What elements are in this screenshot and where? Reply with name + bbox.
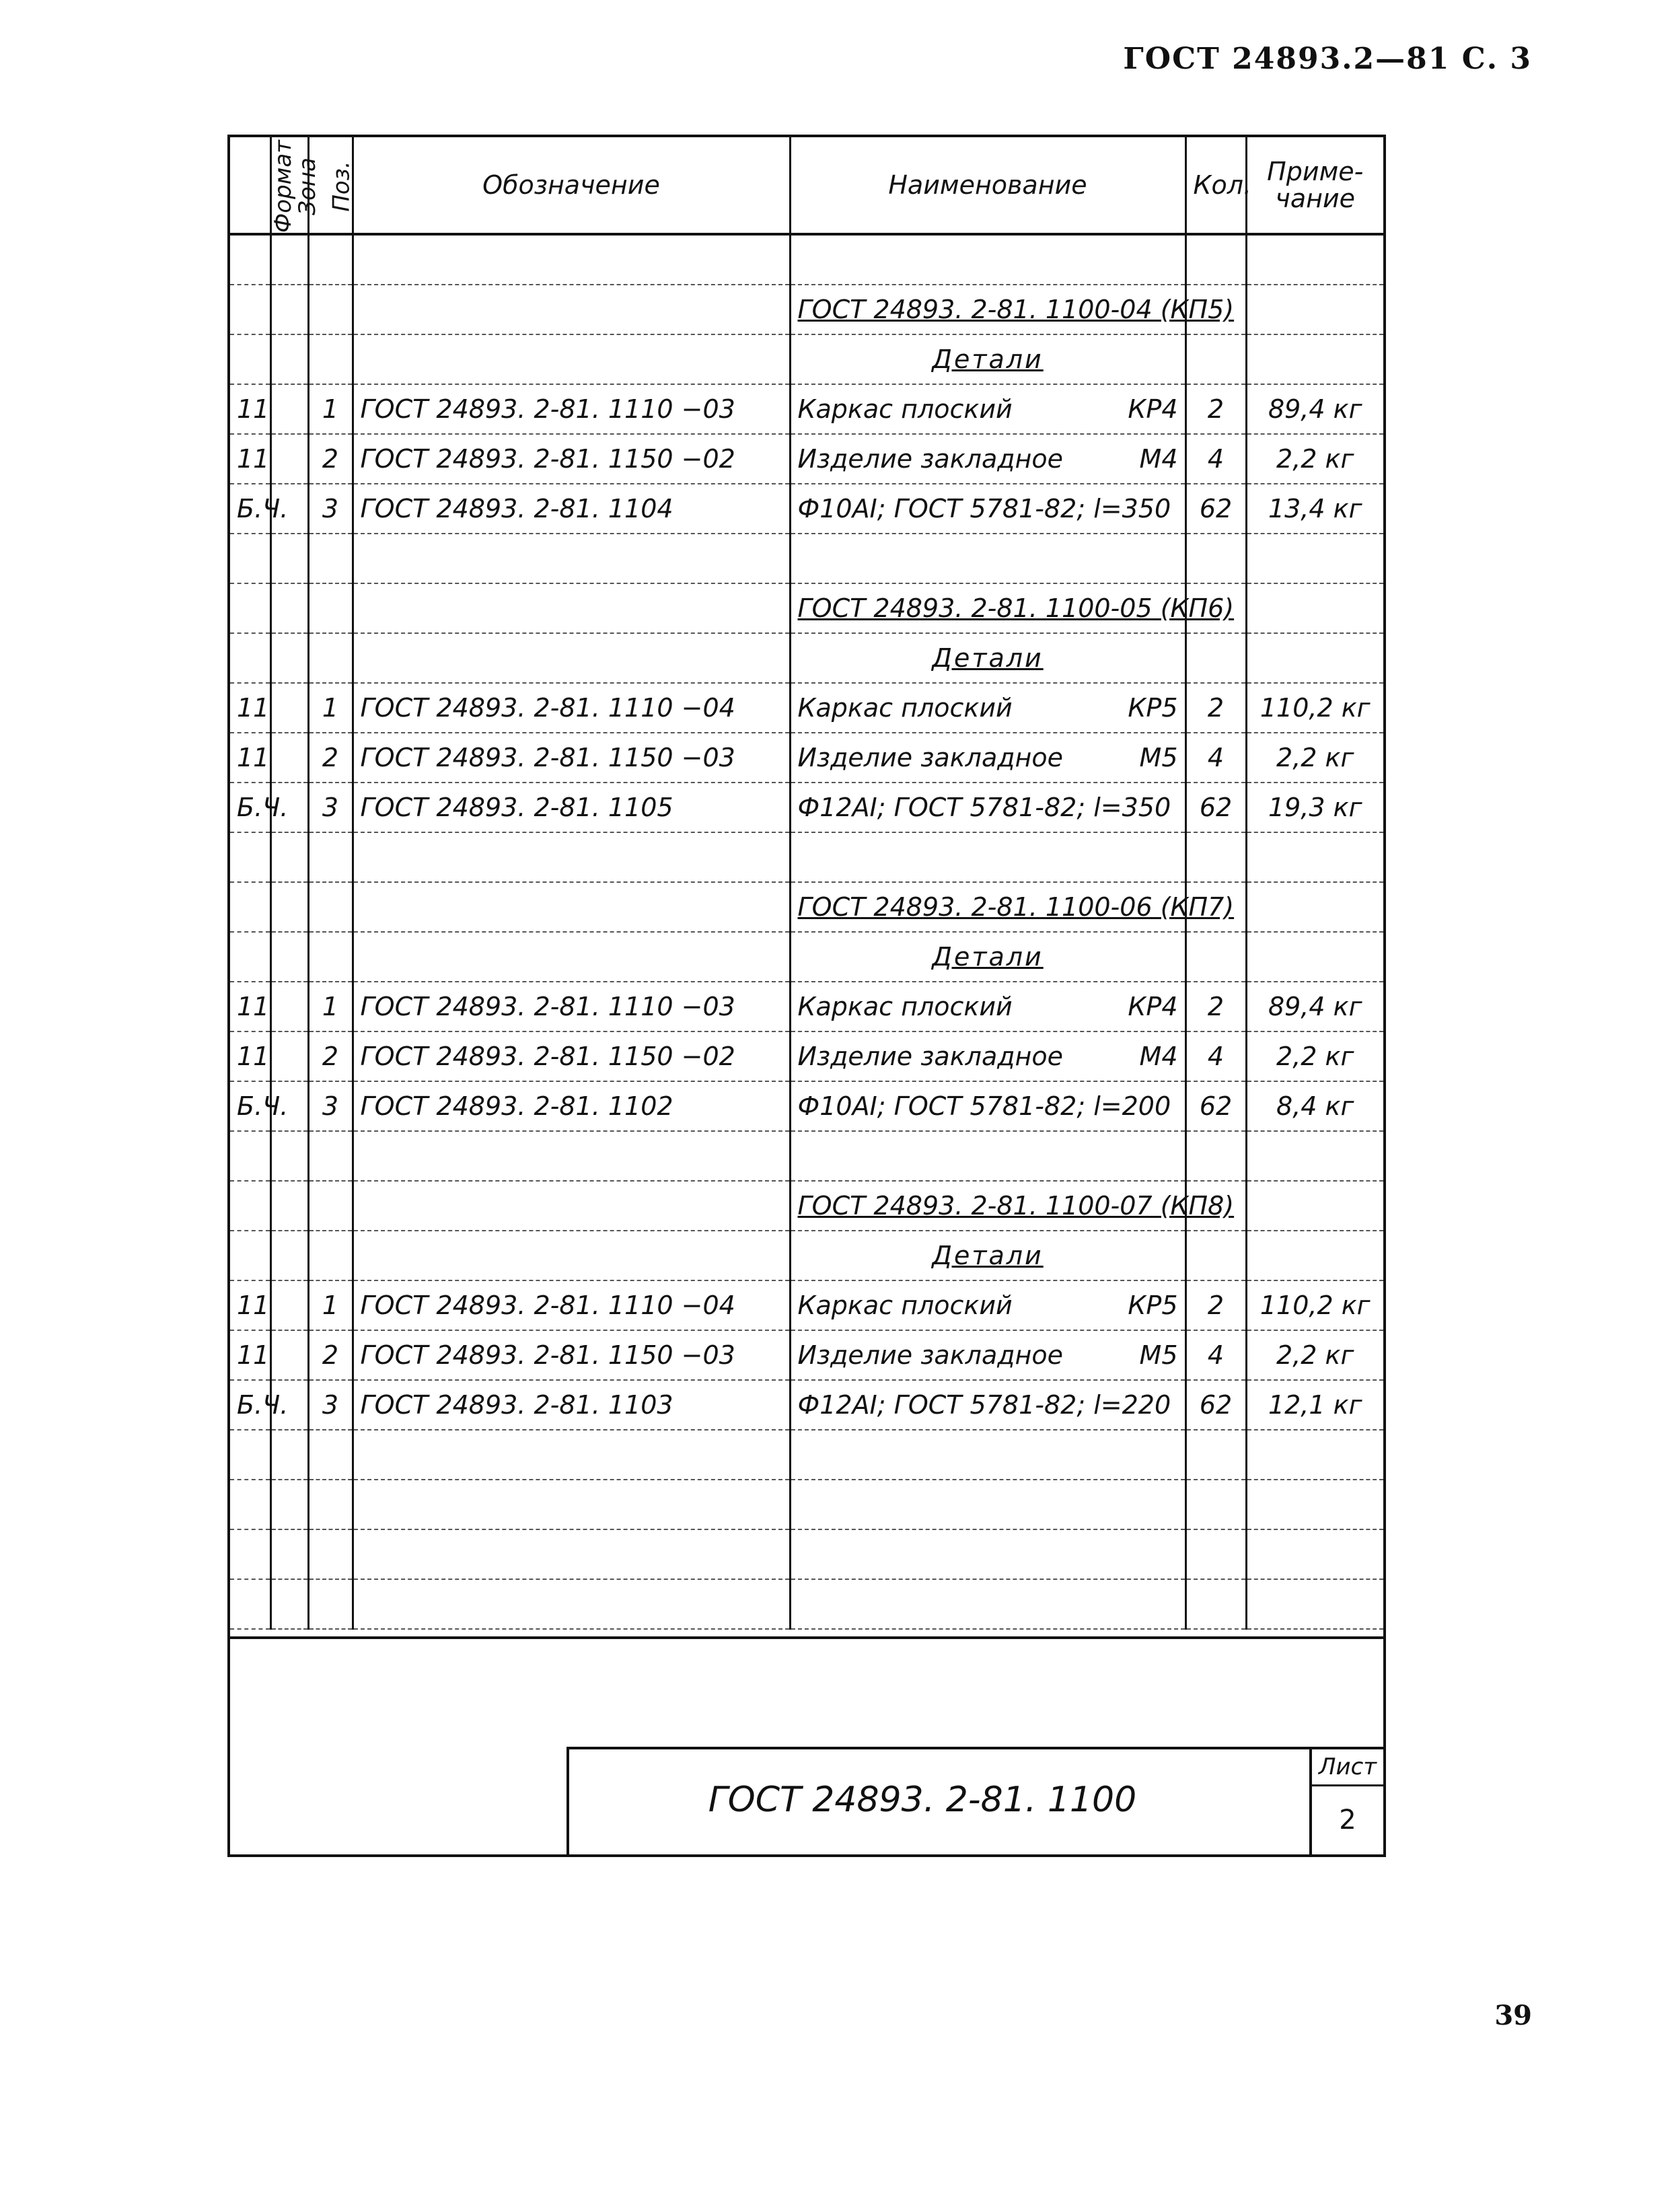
empty-cell xyxy=(1246,285,1383,334)
table-row xyxy=(230,982,1383,1031)
empty-cell xyxy=(270,285,308,334)
item-name: Ф10АI; ГОСТ 5781-82; l=350 xyxy=(797,494,1171,523)
item-name: Каркас плоский xyxy=(797,1291,1013,1320)
empty-cell xyxy=(308,633,353,683)
assembly-title-row xyxy=(230,583,1383,633)
empty-cell xyxy=(1185,633,1246,683)
name-wrap xyxy=(798,693,1178,723)
qty-cell: 2 xyxy=(1185,384,1246,434)
empty-cell xyxy=(790,1131,1185,1181)
qty-cell: 4 xyxy=(1185,733,1246,783)
empty-cell xyxy=(1185,1579,1246,1629)
sheet-number: 2 xyxy=(1339,1805,1356,1836)
empty-cell xyxy=(308,832,353,882)
zone-cell xyxy=(270,733,308,783)
designation-cell: ГОСТ 24893. 2-81. 1110 −03 xyxy=(353,982,790,1031)
empty-cell xyxy=(353,285,790,334)
qty-cell: 2 xyxy=(1185,683,1246,733)
document-code: ГОСТ 24893. 2-81. 1100 xyxy=(708,1780,1137,1820)
empty-cell xyxy=(1185,1231,1246,1280)
pos-cell: 2 xyxy=(308,1031,353,1081)
section-title: Детали xyxy=(932,643,1044,673)
column-header-note: Приме-чание xyxy=(1246,137,1383,234)
pos-cell: 3 xyxy=(308,484,353,534)
table-row xyxy=(230,1380,1383,1430)
assembly-title-row xyxy=(230,882,1383,932)
empty-cell xyxy=(1246,882,1383,932)
page-header: ГОСТ 24893.2—81 С. 3 xyxy=(1123,42,1532,76)
assembly-title: ГОСТ 24893. 2-81. 1100-05 (КП6) xyxy=(797,593,1235,623)
name-wrap xyxy=(798,394,1178,424)
empty-cell xyxy=(1246,1529,1383,1579)
empty-cell xyxy=(1246,932,1383,982)
empty-cell xyxy=(270,1579,308,1629)
item-mark: КР4 xyxy=(1128,394,1178,424)
empty-cell xyxy=(230,1579,270,1629)
format-cell: 11 xyxy=(230,982,270,1031)
specification-table xyxy=(230,137,1383,1630)
empty-row xyxy=(230,1480,1383,1529)
empty-cell xyxy=(230,285,270,334)
empty-cell xyxy=(308,1181,353,1231)
designation-cell: ГОСТ 24893. 2-81. 1102 xyxy=(353,1081,790,1131)
empty-cell xyxy=(1185,1529,1246,1579)
empty-cell xyxy=(270,882,308,932)
note-cell: 12,1 кг xyxy=(1246,1380,1383,1430)
table-row xyxy=(230,384,1383,434)
column-header-designation: Обозначение xyxy=(353,137,790,234)
empty-cell xyxy=(353,234,790,285)
assembly-title-row xyxy=(230,285,1383,334)
empty-cell xyxy=(1185,1480,1246,1529)
empty-cell xyxy=(1246,1181,1383,1231)
format-cell: 11 xyxy=(230,384,270,434)
empty-row xyxy=(230,234,1383,285)
title-block xyxy=(567,1747,1383,1857)
item-name: Каркас плоский xyxy=(797,992,1013,1021)
empty-cell xyxy=(1246,334,1383,384)
qty-cell: 4 xyxy=(1185,434,1246,484)
empty-cell xyxy=(1185,234,1246,285)
format-cell: 11 xyxy=(230,683,270,733)
designation-cell: ГОСТ 24893. 2-81. 1150 −02 xyxy=(353,434,790,484)
qty-cell: 4 xyxy=(1185,1031,1246,1081)
name-wrap xyxy=(798,1291,1178,1320)
note-cell: 8,4 кг xyxy=(1246,1081,1383,1131)
empty-cell xyxy=(230,583,270,633)
empty-cell xyxy=(790,234,1185,285)
name-cell xyxy=(790,982,1185,1031)
empty-cell xyxy=(790,1579,1185,1629)
zone-cell xyxy=(270,683,308,733)
format-cell: Б.Ч. xyxy=(230,1380,270,1430)
name-cell xyxy=(790,384,1185,434)
designation-cell: ГОСТ 24893. 2-81. 1110 −04 xyxy=(353,1280,790,1330)
empty-cell xyxy=(790,832,1185,882)
empty-cell xyxy=(1246,534,1383,583)
qty-cell: 62 xyxy=(1185,1081,1246,1131)
item-name: Ф12АI; ГОСТ 5781-82; l=220 xyxy=(797,1390,1171,1420)
empty-cell xyxy=(270,534,308,583)
empty-cell xyxy=(353,1131,790,1181)
name-wrap xyxy=(798,494,1178,523)
empty-cell xyxy=(1246,832,1383,882)
name-cell xyxy=(790,434,1185,484)
table-row xyxy=(230,783,1383,832)
assembly-title-cell xyxy=(790,285,1235,334)
empty-cell xyxy=(353,534,790,583)
item-mark: КР5 xyxy=(1128,1291,1178,1320)
name-cell xyxy=(790,484,1185,534)
name-cell xyxy=(790,1330,1185,1380)
pos-cell: 1 xyxy=(308,1280,353,1330)
qty-cell: 2 xyxy=(1185,982,1246,1031)
assembly-title-cell xyxy=(790,583,1235,633)
note-cell: 89,4 кг xyxy=(1246,982,1383,1031)
empty-cell xyxy=(230,334,270,384)
table-body xyxy=(230,234,1383,1629)
item-mark: М5 xyxy=(1139,743,1178,772)
empty-cell xyxy=(308,882,353,932)
note-cell: 13,4 кг xyxy=(1246,484,1383,534)
empty-cell xyxy=(270,1131,308,1181)
format-cell: 11 xyxy=(230,733,270,783)
empty-cell xyxy=(1246,583,1383,633)
empty-row xyxy=(230,1579,1383,1629)
note-cell: 2,2 кг xyxy=(1246,733,1383,783)
empty-cell xyxy=(230,1480,270,1529)
section-title-cell xyxy=(790,932,1185,982)
empty-cell xyxy=(270,334,308,384)
empty-cell xyxy=(1185,832,1246,882)
designation-cell: ГОСТ 24893. 2-81. 1150 −03 xyxy=(353,733,790,783)
table-row xyxy=(230,683,1383,733)
section-row xyxy=(230,633,1383,683)
empty-cell xyxy=(308,1131,353,1181)
empty-cell xyxy=(353,1181,790,1231)
name-wrap xyxy=(798,444,1178,474)
zone-cell xyxy=(270,384,308,434)
item-name: Изделие закладное xyxy=(797,1042,1063,1071)
name-wrap xyxy=(798,1340,1178,1370)
item-name: Ф10АI; ГОСТ 5781-82; l=200 xyxy=(797,1091,1171,1121)
pos-cell: 1 xyxy=(308,683,353,733)
empty-cell xyxy=(1246,1480,1383,1529)
empty-cell xyxy=(230,882,270,932)
item-name: Изделие закладное xyxy=(797,444,1063,474)
empty-cell xyxy=(270,1430,308,1480)
zone-cell xyxy=(270,1330,308,1380)
pos-cell: 1 xyxy=(308,982,353,1031)
empty-cell xyxy=(353,334,790,384)
item-name: Каркас плоский xyxy=(797,693,1013,723)
empty-cell xyxy=(308,583,353,633)
name-cell xyxy=(790,783,1185,832)
empty-cell xyxy=(308,932,353,982)
note-cell: 2,2 кг xyxy=(1246,1330,1383,1380)
empty-cell xyxy=(353,932,790,982)
name-wrap xyxy=(798,1042,1178,1071)
empty-cell xyxy=(270,1231,308,1280)
empty-cell xyxy=(1246,1131,1383,1181)
name-cell xyxy=(790,1380,1185,1430)
empty-cell xyxy=(353,1430,790,1480)
item-name: Изделие закладное xyxy=(797,743,1063,772)
empty-cell xyxy=(353,1231,790,1280)
note-cell: 89,4 кг xyxy=(1246,384,1383,434)
empty-row xyxy=(230,1529,1383,1579)
empty-cell xyxy=(1246,1231,1383,1280)
empty-cell xyxy=(790,534,1185,583)
pos-cell: 3 xyxy=(308,783,353,832)
section-title-cell xyxy=(790,1231,1185,1280)
empty-cell xyxy=(270,234,308,285)
empty-cell xyxy=(353,1529,790,1579)
name-wrap xyxy=(798,1390,1178,1420)
page-number: 39 xyxy=(1494,2000,1532,2031)
empty-row xyxy=(230,534,1383,583)
note-cell: 110,2 кг xyxy=(1246,1280,1383,1330)
empty-cell xyxy=(1246,234,1383,285)
section-row xyxy=(230,932,1383,982)
empty-cell xyxy=(270,1181,308,1231)
item-name: Ф12АI; ГОСТ 5781-82; l=350 xyxy=(797,793,1171,822)
format-cell: Б.Ч. xyxy=(230,484,270,534)
empty-cell xyxy=(308,334,353,384)
name-wrap xyxy=(798,743,1178,772)
column-header-name: Наименование xyxy=(790,137,1185,234)
empty-row xyxy=(230,1131,1383,1181)
empty-cell xyxy=(353,882,790,932)
section-title: Детали xyxy=(932,345,1044,374)
empty-cell xyxy=(790,1480,1185,1529)
designation-cell: ГОСТ 24893. 2-81. 1105 xyxy=(353,783,790,832)
empty-cell xyxy=(308,1529,353,1579)
empty-cell xyxy=(270,1480,308,1529)
pos-cell: 2 xyxy=(308,1330,353,1380)
empty-cell xyxy=(1246,1430,1383,1480)
empty-cell xyxy=(1185,1131,1246,1181)
table-row xyxy=(230,1031,1383,1081)
item-name: Каркас плоский xyxy=(797,394,1013,424)
assembly-title-row xyxy=(230,1181,1383,1231)
empty-cell xyxy=(1185,334,1246,384)
empty-cell xyxy=(790,1529,1185,1579)
section-row xyxy=(230,334,1383,384)
designation-cell: ГОСТ 24893. 2-81. 1150 −02 xyxy=(353,1031,790,1081)
empty-cell xyxy=(1185,932,1246,982)
assembly-title: ГОСТ 24893. 2-81. 1100-06 (КП7) xyxy=(797,892,1235,922)
column-header-pos: Поз. xyxy=(308,137,353,234)
table-row xyxy=(230,1280,1383,1330)
name-cell xyxy=(790,733,1185,783)
zone-cell xyxy=(270,434,308,484)
format-cell: 11 xyxy=(230,1280,270,1330)
assembly-title-cell xyxy=(790,882,1235,932)
empty-cell xyxy=(353,1579,790,1629)
pos-cell: 3 xyxy=(308,1380,353,1430)
section-title-cell xyxy=(790,633,1185,683)
zone-cell xyxy=(270,1280,308,1330)
empty-cell xyxy=(230,633,270,683)
empty-cell xyxy=(230,534,270,583)
assembly-title: ГОСТ 24893. 2-81. 1100-04 (КП5) xyxy=(797,295,1235,324)
note-cell: 2,2 кг xyxy=(1246,1031,1383,1081)
empty-cell xyxy=(353,583,790,633)
format-cell: Б.Ч. xyxy=(230,1081,270,1131)
designation-cell: ГОСТ 24893. 2-81. 1150 −03 xyxy=(353,1330,790,1380)
empty-cell xyxy=(230,1181,270,1231)
section-title: Детали xyxy=(932,942,1044,972)
empty-cell xyxy=(230,1231,270,1280)
empty-row xyxy=(230,832,1383,882)
qty-cell: 4 xyxy=(1185,1330,1246,1380)
name-cell xyxy=(790,1031,1185,1081)
pos-cell: 1 xyxy=(308,384,353,434)
item-mark: КР4 xyxy=(1128,992,1178,1021)
designation-cell: ГОСТ 24893. 2-81. 1103 xyxy=(353,1380,790,1430)
empty-cell xyxy=(790,1430,1185,1480)
sheet-label: Лист xyxy=(1312,1749,1383,1786)
section-row xyxy=(230,1231,1383,1280)
item-mark: М4 xyxy=(1139,1042,1178,1071)
empty-cell xyxy=(308,1430,353,1480)
format-cell: 11 xyxy=(230,1330,270,1380)
empty-cell xyxy=(270,633,308,683)
empty-cell xyxy=(230,234,270,285)
empty-cell xyxy=(230,832,270,882)
empty-cell xyxy=(1185,534,1246,583)
item-mark: КР5 xyxy=(1128,693,1178,723)
table-row xyxy=(230,1330,1383,1380)
item-name: Изделие закладное xyxy=(797,1340,1063,1370)
empty-cell xyxy=(230,1430,270,1480)
designation-cell: ГОСТ 24893. 2-81. 1104 xyxy=(353,484,790,534)
specification-sheet xyxy=(227,135,1386,1857)
pos-cell: 2 xyxy=(308,733,353,783)
table-row xyxy=(230,1081,1383,1131)
empty-cell xyxy=(270,832,308,882)
format-cell: 11 xyxy=(230,1031,270,1081)
section-title: Детали xyxy=(932,1241,1044,1270)
name-wrap xyxy=(798,992,1178,1021)
empty-cell xyxy=(230,1131,270,1181)
column-header-format: Формат xyxy=(230,137,270,234)
column-header-zone: Зона xyxy=(270,137,308,234)
qty-cell: 62 xyxy=(1185,1380,1246,1430)
name-wrap xyxy=(798,793,1178,822)
designation-cell: ГОСТ 24893. 2-81. 1110 −03 xyxy=(353,384,790,434)
empty-cell xyxy=(230,932,270,982)
format-cell: 11 xyxy=(230,434,270,484)
pos-cell: 3 xyxy=(308,1081,353,1131)
empty-cell xyxy=(1246,633,1383,683)
empty-cell xyxy=(308,1231,353,1280)
note-cell: 2,2 кг xyxy=(1246,434,1383,484)
note-cell: 110,2 кг xyxy=(1246,683,1383,733)
empty-cell xyxy=(308,234,353,285)
zone-cell xyxy=(270,982,308,1031)
name-wrap xyxy=(798,1091,1178,1121)
item-mark: М4 xyxy=(1139,444,1178,474)
empty-cell xyxy=(308,534,353,583)
assembly-title: ГОСТ 24893. 2-81. 1100-07 (КП8) xyxy=(797,1191,1235,1221)
note-cell: 19,3 кг xyxy=(1246,783,1383,832)
table-row xyxy=(230,733,1383,783)
empty-row xyxy=(230,1430,1383,1480)
qty-cell: 2 xyxy=(1185,1280,1246,1330)
format-cell: Б.Ч. xyxy=(230,783,270,832)
empty-cell xyxy=(308,1579,353,1629)
empty-cell xyxy=(353,832,790,882)
table-header-row xyxy=(230,137,1383,234)
designation-cell: ГОСТ 24893. 2-81. 1110 −04 xyxy=(353,683,790,733)
qty-cell: 62 xyxy=(1185,484,1246,534)
table-row xyxy=(230,434,1383,484)
pos-cell: 2 xyxy=(308,434,353,484)
empty-cell xyxy=(230,1529,270,1579)
item-mark: М5 xyxy=(1139,1340,1178,1370)
empty-cell xyxy=(270,932,308,982)
empty-cell xyxy=(353,1480,790,1529)
empty-cell xyxy=(1185,1430,1246,1480)
empty-cell xyxy=(270,1529,308,1579)
empty-cell xyxy=(1246,1579,1383,1629)
empty-cell xyxy=(270,583,308,633)
assembly-title-cell xyxy=(790,1181,1235,1231)
name-cell xyxy=(790,683,1185,733)
zone-cell xyxy=(270,1031,308,1081)
table-row xyxy=(230,484,1383,534)
empty-cell xyxy=(308,285,353,334)
empty-cell xyxy=(353,633,790,683)
name-cell xyxy=(790,1081,1185,1131)
qty-cell: 62 xyxy=(1185,783,1246,832)
column-header-qty: Кол. xyxy=(1185,137,1246,234)
empty-cell xyxy=(308,1480,353,1529)
sheet-box xyxy=(1309,1749,1383,1857)
section-title-cell xyxy=(790,334,1185,384)
name-cell xyxy=(790,1280,1185,1330)
